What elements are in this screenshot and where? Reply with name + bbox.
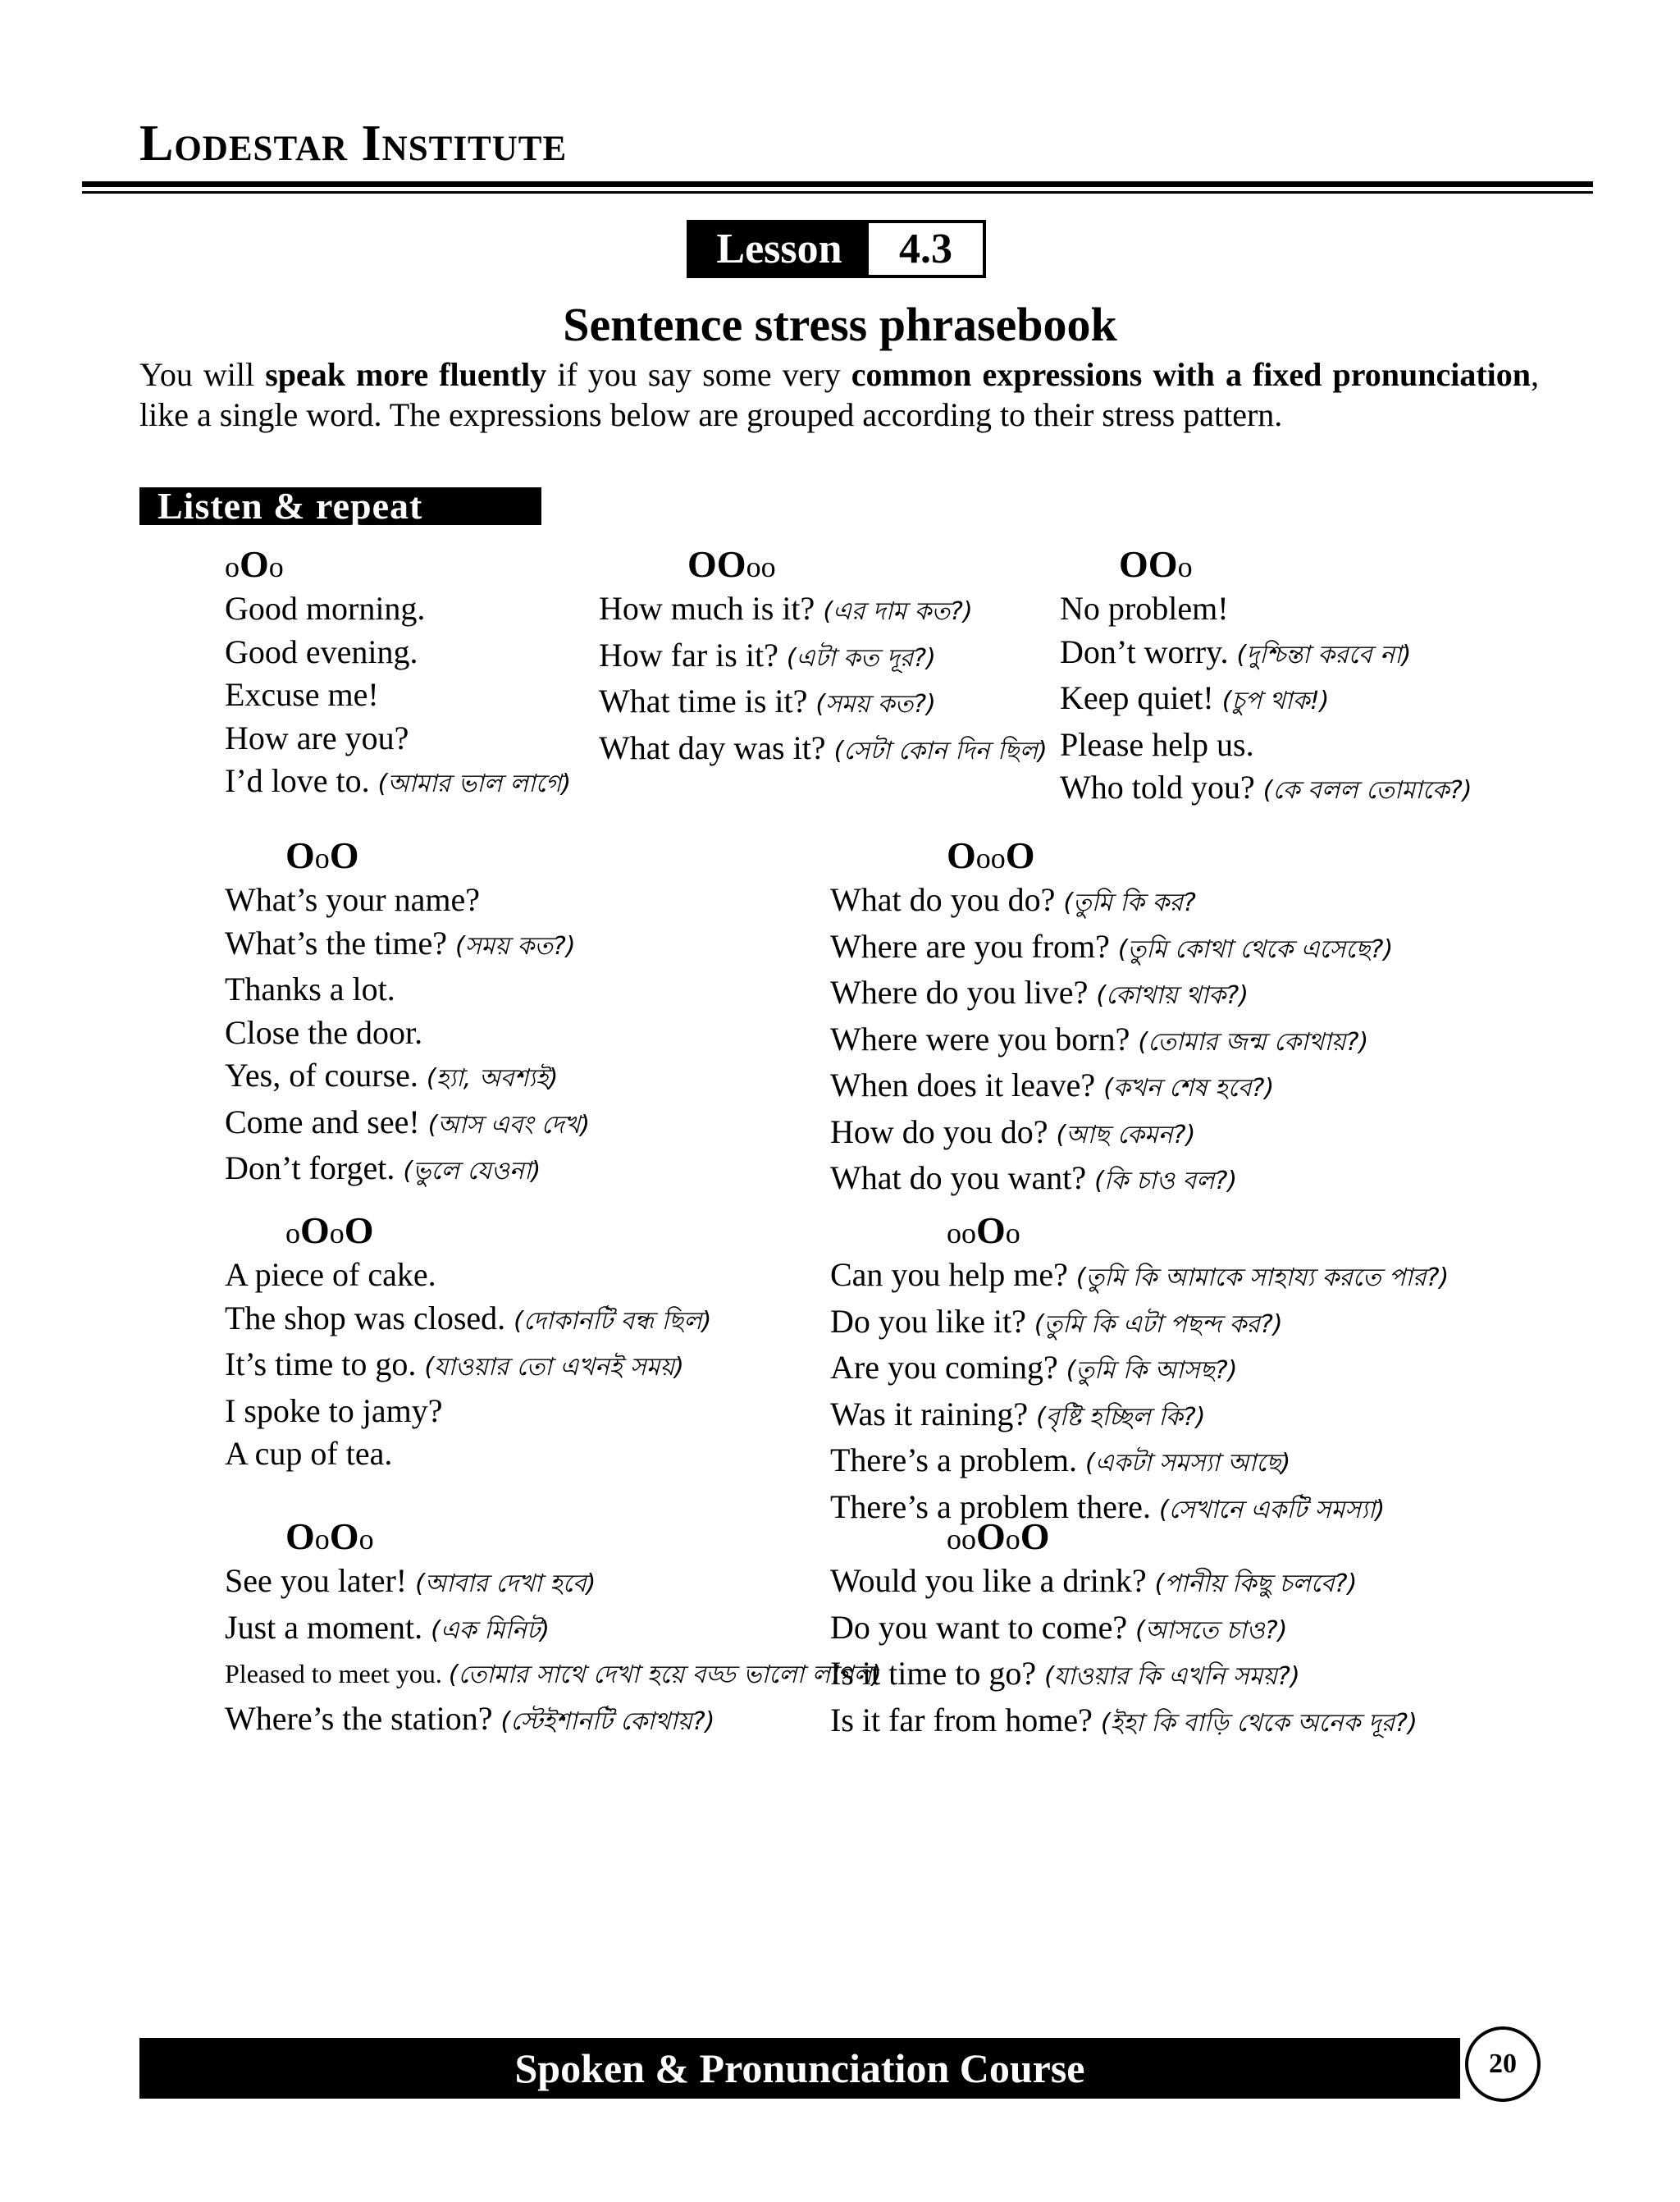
phrase-item — [830, 1606, 1418, 1653]
stress-pattern — [599, 541, 1048, 587]
phrase-item — [225, 760, 571, 806]
phrase-item — [1060, 631, 1472, 678]
phrase-item — [830, 1346, 1449, 1393]
weak-syllable: o — [358, 1523, 374, 1556]
phrase-item — [830, 1439, 1449, 1486]
phrase-translation: (পানীয় কিছু চলবে?) — [1154, 1569, 1358, 1598]
stressed-syllable: O — [329, 834, 359, 876]
phrase-english: It’s time to go. — [225, 1345, 417, 1382]
phrase-translation: (দোকানটি বন্ধ ছিল) — [514, 1306, 712, 1336]
phrase-item — [225, 587, 571, 631]
phrase-item — [225, 968, 590, 1012]
phrase-translation: (কে বলল তোমাকে?) — [1262, 776, 1472, 805]
phrase-english: Is it far from home? — [830, 1701, 1093, 1738]
phrase-english: Good evening. — [225, 633, 418, 670]
phrase-english: Do you want to come? — [830, 1608, 1128, 1646]
phrase-item — [225, 631, 571, 674]
weak-syllable: o — [961, 1217, 976, 1249]
phrase-translation: (তুমি কি আমাকে সাহায্য করতে পার?) — [1075, 1263, 1449, 1292]
phrase-translation: (কোথায় থাক?) — [1096, 981, 1249, 1010]
intro-text: if you say some very — [546, 356, 851, 393]
phrase-item — [830, 1393, 1449, 1440]
institute-name: Lodestar Institute — [139, 116, 568, 171]
phrase-translation: (বৃষ্টি হচ্ছিল কি?) — [1036, 1402, 1206, 1432]
stressed-syllable: O — [329, 1515, 359, 1557]
weak-syllable: o — [1177, 550, 1193, 583]
phrase-english: What’s the time? — [225, 924, 448, 962]
phrase-item — [225, 1390, 711, 1433]
phrase-translation: (একটা সমস্যা আছে) — [1085, 1449, 1291, 1478]
phrase-english: Thanks a lot. — [225, 971, 395, 1007]
phrase-english: Can you help me? — [830, 1256, 1068, 1293]
phrase-translation: (কখন শেষ হবে?) — [1103, 1074, 1275, 1103]
stress-pattern — [225, 541, 571, 587]
stress-pattern — [830, 833, 1393, 879]
stress-group — [225, 1514, 882, 1743]
phrase-item — [1060, 677, 1472, 724]
weak-syllable: o — [285, 1217, 300, 1249]
phrase-translation: (ইহা কি বাড়ি থেকে অনেক দূর?) — [1100, 1708, 1418, 1738]
phrase-item — [225, 922, 590, 969]
weak-syllable: o — [961, 1523, 976, 1556]
phrase-list — [225, 1254, 711, 1476]
stressed-syllable: O — [976, 1515, 1006, 1557]
phrase-translation: (আছ কেমন?) — [1056, 1120, 1196, 1149]
phrase-translation: (এর দাম কত?) — [823, 597, 973, 626]
phrase-english: Where do you live? — [830, 974, 1089, 1011]
intro-paragraph — [139, 354, 1539, 435]
weak-syllable: o — [746, 550, 761, 583]
weak-syllable: o — [947, 1217, 961, 1249]
phrase-item — [225, 879, 590, 922]
phrase-english: Yes, of course. — [225, 1057, 418, 1094]
intro-bold: common expressions with a fixed pronunciation — [851, 356, 1532, 393]
phrase-item — [225, 1697, 882, 1744]
phrase-english: Good morning. — [225, 590, 426, 627]
phrase-item — [830, 1652, 1418, 1699]
stressed-syllable: O — [285, 834, 315, 876]
stress-group — [599, 541, 1048, 773]
phrase-translation: (আসতে চাও?) — [1135, 1615, 1288, 1645]
weak-syllable: o — [947, 1523, 961, 1556]
phrase-translation: (তুমি কি আসছ?) — [1066, 1356, 1238, 1385]
phrase-item — [599, 634, 1048, 681]
intro-text: You will — [139, 356, 266, 393]
phrase-item — [830, 1300, 1449, 1347]
stress-pattern — [1060, 541, 1472, 587]
weak-syllable: o — [314, 1523, 330, 1556]
stress-group — [830, 1514, 1418, 1745]
phrase-translation: (দুশ্চিন্তা করবে না) — [1236, 640, 1412, 669]
phrase-english: Do you like it? — [830, 1302, 1026, 1340]
phrase-translation: (সেটা কোন দিন ছিল) — [833, 736, 1048, 765]
phrase-item — [830, 1157, 1393, 1204]
stressed-syllable: O — [240, 543, 269, 585]
phrase-item — [599, 587, 1048, 634]
footer-course-title: Spoken & Pronunciation Course — [139, 2038, 1460, 2099]
phrase-translation: (আমার ভাল লাগে) — [377, 770, 572, 798]
stress-group — [830, 833, 1393, 1204]
phrase-english: Would you like a drink? — [830, 1562, 1147, 1599]
phrase-item — [830, 1254, 1449, 1300]
phrase-item — [830, 1018, 1393, 1065]
phrase-list — [225, 587, 571, 806]
phrase-list — [830, 879, 1393, 1204]
stressed-syllable: O — [344, 1209, 374, 1251]
stress-group — [1060, 541, 1472, 813]
phrase-english: Is it time to go? — [830, 1655, 1037, 1692]
stress-pattern — [225, 1514, 882, 1560]
stress-group — [225, 833, 590, 1194]
stressed-syllable: O — [1148, 543, 1178, 585]
phrase-list — [830, 1560, 1418, 1745]
phrase-translation: (তুমি কি এটা পছন্দ কর?) — [1034, 1309, 1283, 1339]
phrase-translation: (আবার দেখা হবে) — [415, 1569, 596, 1598]
phrase-item — [225, 1012, 590, 1055]
phrase-item — [830, 1560, 1418, 1606]
phrase-translation: (চুপ থাক!) — [1221, 687, 1330, 715]
weak-syllable: o — [268, 550, 284, 583]
phrase-english: See you later! — [225, 1562, 408, 1599]
phrase-english: I’d love to. — [225, 762, 370, 799]
phrase-translation: (সেখানে একটি সমস্যা) — [1158, 1495, 1386, 1524]
stressed-syllable: O — [687, 543, 717, 585]
phrase-english: The shop was closed. — [225, 1299, 506, 1336]
phrase-english: Please help us. — [1060, 725, 1254, 763]
phrase-item — [225, 1560, 882, 1606]
phrase-item — [225, 1652, 882, 1697]
phrase-translation: (ভুলে যেওনা) — [403, 1157, 541, 1186]
phrase-english: When does it leave? — [830, 1067, 1096, 1103]
phrase-item — [830, 879, 1393, 925]
page-title: Sentence stress phrasebook — [563, 298, 1117, 351]
phrase-item — [830, 925, 1393, 972]
phrase-translation: (স্টেইশানটি কোথায়?) — [500, 1706, 715, 1736]
weak-syllable: o — [1005, 1523, 1020, 1556]
phrase-translation: (তোমার সাথে দেখা হয়ে বড্ড ভালো লাগল) — [448, 1661, 882, 1689]
phrase-item — [830, 1111, 1393, 1158]
stressed-syllable: O — [976, 1209, 1006, 1251]
weak-syllable: o — [1005, 1217, 1020, 1249]
stress-pattern — [225, 833, 590, 879]
phrase-list — [225, 1560, 882, 1743]
phrase-english: How much is it? — [599, 590, 815, 627]
listen-repeat-banner: Listen & repeat — [139, 487, 541, 525]
phrase-item — [599, 727, 1048, 774]
stressed-syllable: O — [300, 1209, 330, 1251]
phrase-english: I spoke to jamy? — [225, 1391, 443, 1429]
phrase-item — [830, 1064, 1393, 1111]
phrase-english: Keep quiet! — [1060, 679, 1214, 716]
phrase-english: How do you do? — [830, 1112, 1048, 1150]
weak-syllable: o — [760, 550, 776, 583]
phrase-list — [1060, 587, 1472, 813]
phrase-translation: (যাওয়ার তো এখনই সময়) — [424, 1353, 684, 1382]
phrase-item — [599, 680, 1048, 727]
phrase-english: How far is it? — [599, 636, 778, 674]
phrase-item — [225, 1297, 711, 1344]
phrase-english: Just a moment. — [225, 1608, 423, 1646]
phrase-item — [1060, 724, 1472, 767]
phrase-list — [599, 587, 1048, 773]
phrase-english: Excuse me! — [225, 676, 379, 713]
phrase-english: Where’s the station? — [225, 1699, 493, 1737]
phrase-item — [225, 1254, 711, 1297]
phrase-english: A piece of cake. — [225, 1256, 436, 1293]
phrase-item — [1060, 587, 1472, 631]
stress-pattern — [225, 1208, 711, 1254]
phrase-translation: (সময় কত?) — [815, 690, 936, 719]
stress-group — [225, 1208, 711, 1476]
phrase-english: Are you coming? — [830, 1349, 1058, 1386]
phrase-english: What day was it? — [599, 729, 826, 766]
stress-group — [830, 1208, 1449, 1532]
header-rule-thin — [82, 191, 1593, 194]
phrase-translation: (যাওয়ার কি এখনি সময়?) — [1044, 1662, 1300, 1691]
stressed-syllable: O — [1005, 834, 1035, 876]
phrase-translation: (আস এবং দেখ) — [427, 1110, 591, 1140]
phrase-translation: (হ্যা, অবশ্যই) — [426, 1064, 559, 1093]
phrase-english: Was it raining? — [830, 1395, 1029, 1432]
weak-syllable: o — [225, 550, 240, 583]
lesson-label: Lesson — [690, 223, 869, 275]
phrase-item — [225, 1054, 590, 1101]
phrase-item — [830, 1699, 1418, 1746]
phrase-english: Close the door. — [225, 1013, 423, 1051]
stress-pattern — [830, 1514, 1418, 1560]
phrase-translation: (তোমার জন্ম কোথায়?) — [1138, 1027, 1369, 1057]
stressed-syllable: O — [947, 834, 976, 876]
phrase-english: What’s your name? — [225, 881, 480, 918]
phrase-item — [225, 1343, 711, 1390]
phrase-english: There’s a problem there. — [830, 1487, 1151, 1525]
lesson-number: 4.3 — [899, 226, 952, 272]
lesson-badge — [687, 220, 986, 278]
phrase-translation: (তুমি কি কর? — [1063, 889, 1196, 917]
phrase-english: What do you do? — [830, 881, 1056, 918]
stressed-syllable: O — [1119, 543, 1148, 585]
phrase-item — [830, 971, 1393, 1018]
phrase-translation: (এটা কত দূর?) — [786, 643, 936, 673]
stress-group — [225, 541, 571, 806]
phrase-english: Don’t worry. — [1060, 633, 1229, 670]
stressed-syllable: O — [716, 543, 746, 585]
phrase-list — [225, 879, 590, 1194]
phrase-list — [830, 1254, 1449, 1532]
phrase-item — [225, 1147, 590, 1194]
phrase-item — [225, 1432, 711, 1476]
phrase-english: Where are you from? — [830, 927, 1110, 965]
phrase-english: There’s a problem. — [830, 1441, 1077, 1478]
weak-syllable: o — [975, 842, 991, 875]
phrase-translation: (কি চাও বল?) — [1094, 1167, 1238, 1195]
phrase-english: A cup of tea. — [225, 1435, 393, 1472]
stressed-syllable: O — [1020, 1515, 1050, 1557]
phrase-translation: (এক মিনিট) — [431, 1615, 550, 1645]
weak-syllable: o — [314, 842, 330, 875]
phrase-translation: (তুমি কোথা থেকে এসেছে?) — [1117, 934, 1394, 964]
phrase-english: What do you want? — [830, 1159, 1087, 1196]
phrase-english: No problem! — [1060, 590, 1229, 627]
intro-text: , like a single word. The expressions below are grouped according to their stress pattern. — [139, 356, 1540, 433]
stress-pattern — [830, 1208, 1449, 1254]
page-number: 20 — [1465, 2026, 1541, 2102]
phrase-english: Who told you? — [1060, 769, 1255, 806]
phrase-translation: (সময় কত?) — [455, 931, 576, 961]
weak-syllable: o — [990, 842, 1006, 875]
phrase-item — [225, 1606, 882, 1653]
phrase-item — [1060, 766, 1472, 813]
phrase-english: Come and see! — [225, 1103, 420, 1140]
phrase-english: Where were you born? — [830, 1020, 1130, 1058]
phrase-item — [225, 717, 571, 761]
phrase-item — [225, 1101, 590, 1148]
phrase-english: How are you? — [225, 719, 409, 756]
phrase-english: Pleased to meet you. — [225, 1659, 442, 1688]
stressed-syllable: O — [285, 1515, 315, 1557]
weak-syllable: o — [329, 1217, 345, 1249]
phrase-item — [225, 674, 571, 717]
phrase-english: What time is it? — [599, 683, 808, 720]
intro-bold: speak more fluently — [265, 356, 547, 393]
header-rule — [82, 181, 1593, 187]
phrase-english: Don’t forget. — [225, 1149, 395, 1186]
